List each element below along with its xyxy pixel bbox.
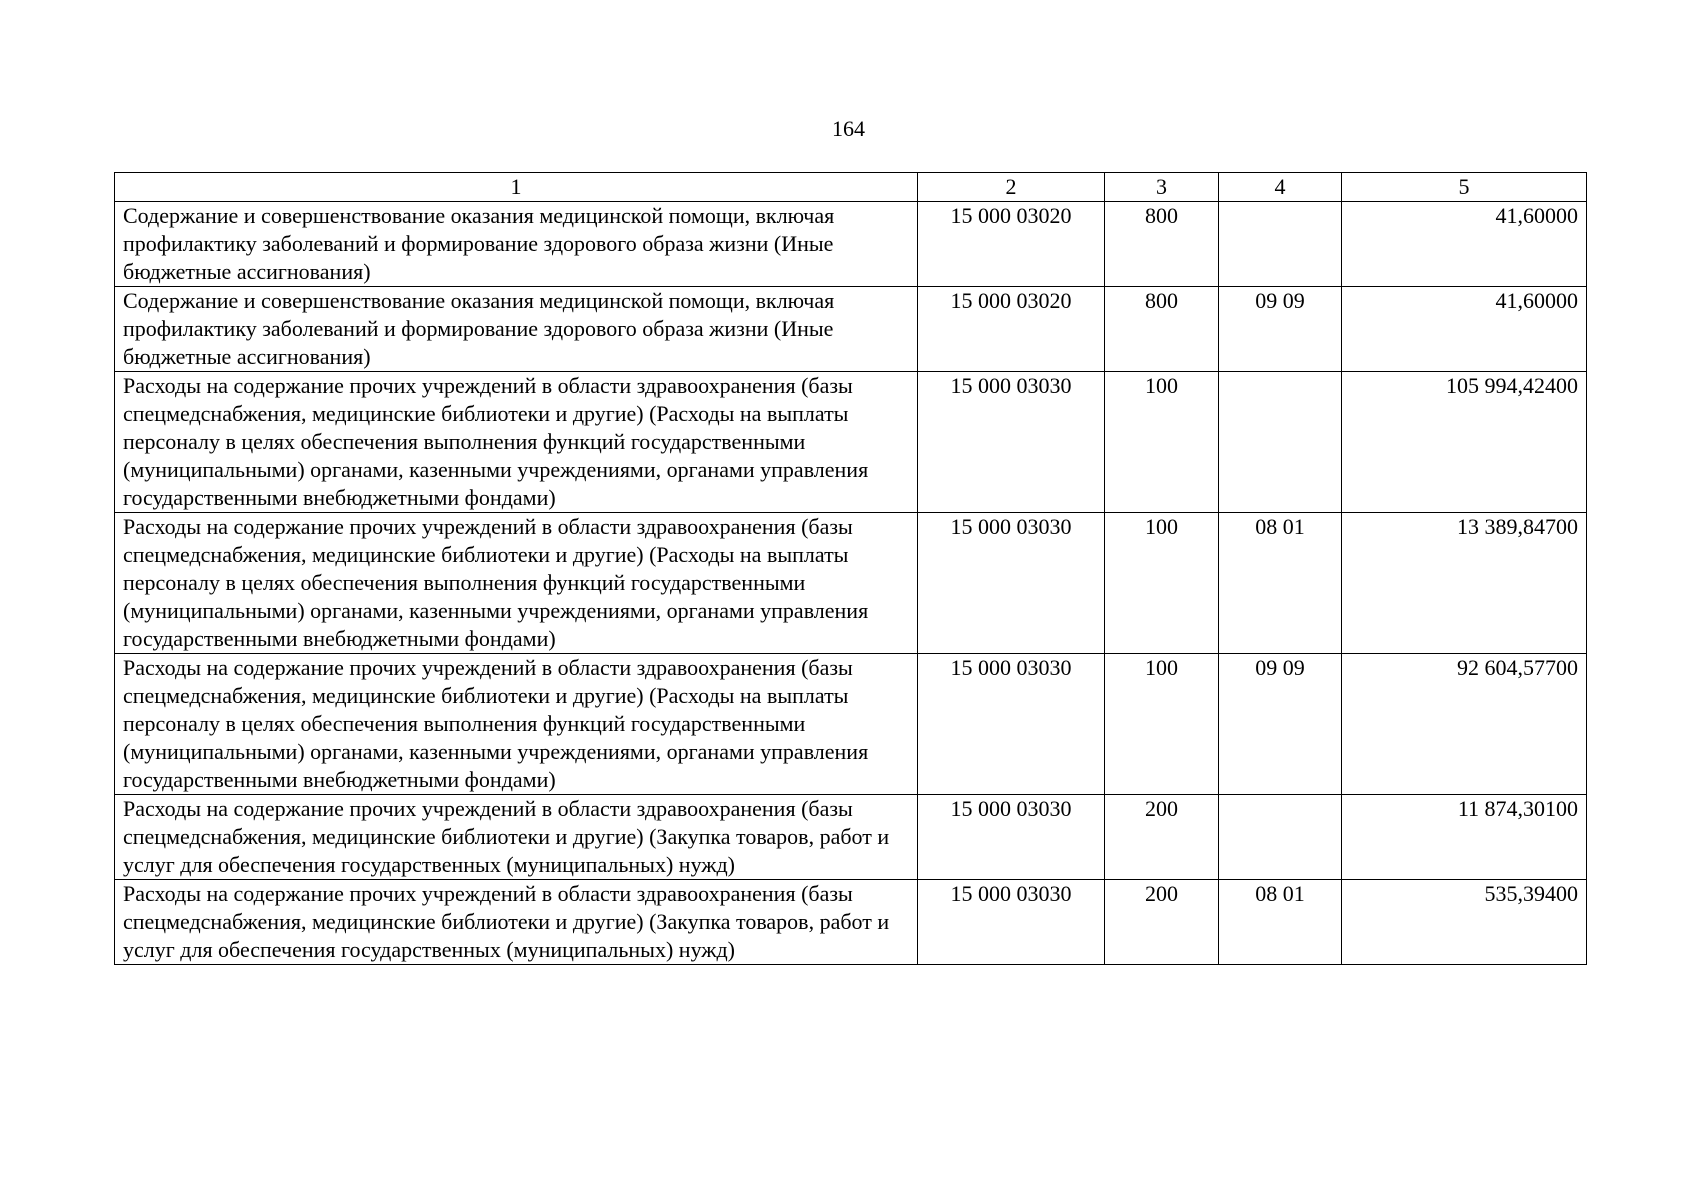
table-row [115, 372, 1587, 513]
table-row [115, 654, 1587, 795]
column-header-4: 4 [1219, 173, 1342, 202]
table-row [115, 795, 1587, 880]
target-code-cell: 15 000 03020 [918, 287, 1105, 372]
description-cell: Содержание и совершенствование оказания медицинской помощи, включая профилактику заболеваний и формирование здорового образа жизни (Иные бюджетные ассигнования) [115, 287, 918, 372]
expense-type-cell: 800 [1105, 202, 1219, 287]
target-code-cell: 15 000 03030 [918, 880, 1105, 965]
section-cell [1219, 202, 1342, 287]
table-row [115, 513, 1587, 654]
description-cell: Расходы на содержание прочих учреждений в области здравоохранения (базы спецмедснабжения, медицинские библиотеки и другие) (Расходы на выплаты персоналу в целях обеспечения выполнения функций государственными (муниципальными) органами, казенными учреждениями, органами управления государственными внебюджетными фондами) [115, 513, 918, 654]
expense-type-cell: 200 [1105, 880, 1219, 965]
amount-cell: 92 604,57700 [1342, 654, 1587, 795]
expense-type-cell: 200 [1105, 795, 1219, 880]
budget-table [114, 172, 1587, 965]
expense-type-cell: 100 [1105, 372, 1219, 513]
column-header-5: 5 [1342, 173, 1587, 202]
amount-cell: 11 874,30100 [1342, 795, 1587, 880]
amount-cell: 535,39400 [1342, 880, 1587, 965]
description-cell: Расходы на содержание прочих учреждений в области здравоохранения (базы спецмедснабжения, медицинские библиотеки и другие) (Расходы на выплаты персоналу в целях обеспечения выполнения функций государственными (муниципальными) органами, казенными учреждениями, органами управления государственными внебюджетными фондами) [115, 372, 918, 513]
table-row [115, 202, 1587, 287]
section-cell: 09 09 [1219, 287, 1342, 372]
table-row [115, 287, 1587, 372]
column-header-2: 2 [918, 173, 1105, 202]
section-cell: 08 01 [1219, 513, 1342, 654]
section-cell: 08 01 [1219, 880, 1342, 965]
target-code-cell: 15 000 03020 [918, 202, 1105, 287]
description-cell: Расходы на содержание прочих учреждений в области здравоохранения (базы спецмедснабжения, медицинские библиотеки и другие) (Закупка товаров, работ и услуг для обеспечения государственных (муниципальных) нужд) [115, 795, 918, 880]
amount-cell: 105 994,42400 [1342, 372, 1587, 513]
column-header-3: 3 [1105, 173, 1219, 202]
page-number: 164 [832, 116, 865, 141]
section-cell [1219, 795, 1342, 880]
expense-type-cell: 800 [1105, 287, 1219, 372]
expense-type-cell: 100 [1105, 513, 1219, 654]
amount-cell: 41,60000 [1342, 287, 1587, 372]
description-cell: Расходы на содержание прочих учреждений в области здравоохранения (базы спецмедснабжения, медицинские библиотеки и другие) (Расходы на выплаты персоналу в целях обеспечения выполнения функций государственными (муниципальными) органами, казенными учреждениями, органами управления государственными внебюджетными фондами) [115, 654, 918, 795]
target-code-cell: 15 000 03030 [918, 654, 1105, 795]
expense-type-cell: 100 [1105, 654, 1219, 795]
header-row [115, 173, 1587, 202]
target-code-cell: 15 000 03030 [918, 372, 1105, 513]
description-cell: Содержание и совершенствование оказания медицинской помощи, включая профилактику заболеваний и формирование здорового образа жизни (Иные бюджетные ассигнования) [115, 202, 918, 287]
target-code-cell: 15 000 03030 [918, 795, 1105, 880]
section-cell: 09 09 [1219, 654, 1342, 795]
amount-cell: 41,60000 [1342, 202, 1587, 287]
description-cell: Расходы на содержание прочих учреждений в области здравоохранения (базы спецмедснабжения, медицинские библиотеки и другие) (Закупка товаров, работ и услуг для обеспечения государственных (муниципальных) нужд) [115, 880, 918, 965]
column-header-1: 1 [115, 173, 918, 202]
table-row [115, 880, 1587, 965]
amount-cell: 13 389,84700 [1342, 513, 1587, 654]
target-code-cell: 15 000 03030 [918, 513, 1105, 654]
section-cell [1219, 372, 1342, 513]
